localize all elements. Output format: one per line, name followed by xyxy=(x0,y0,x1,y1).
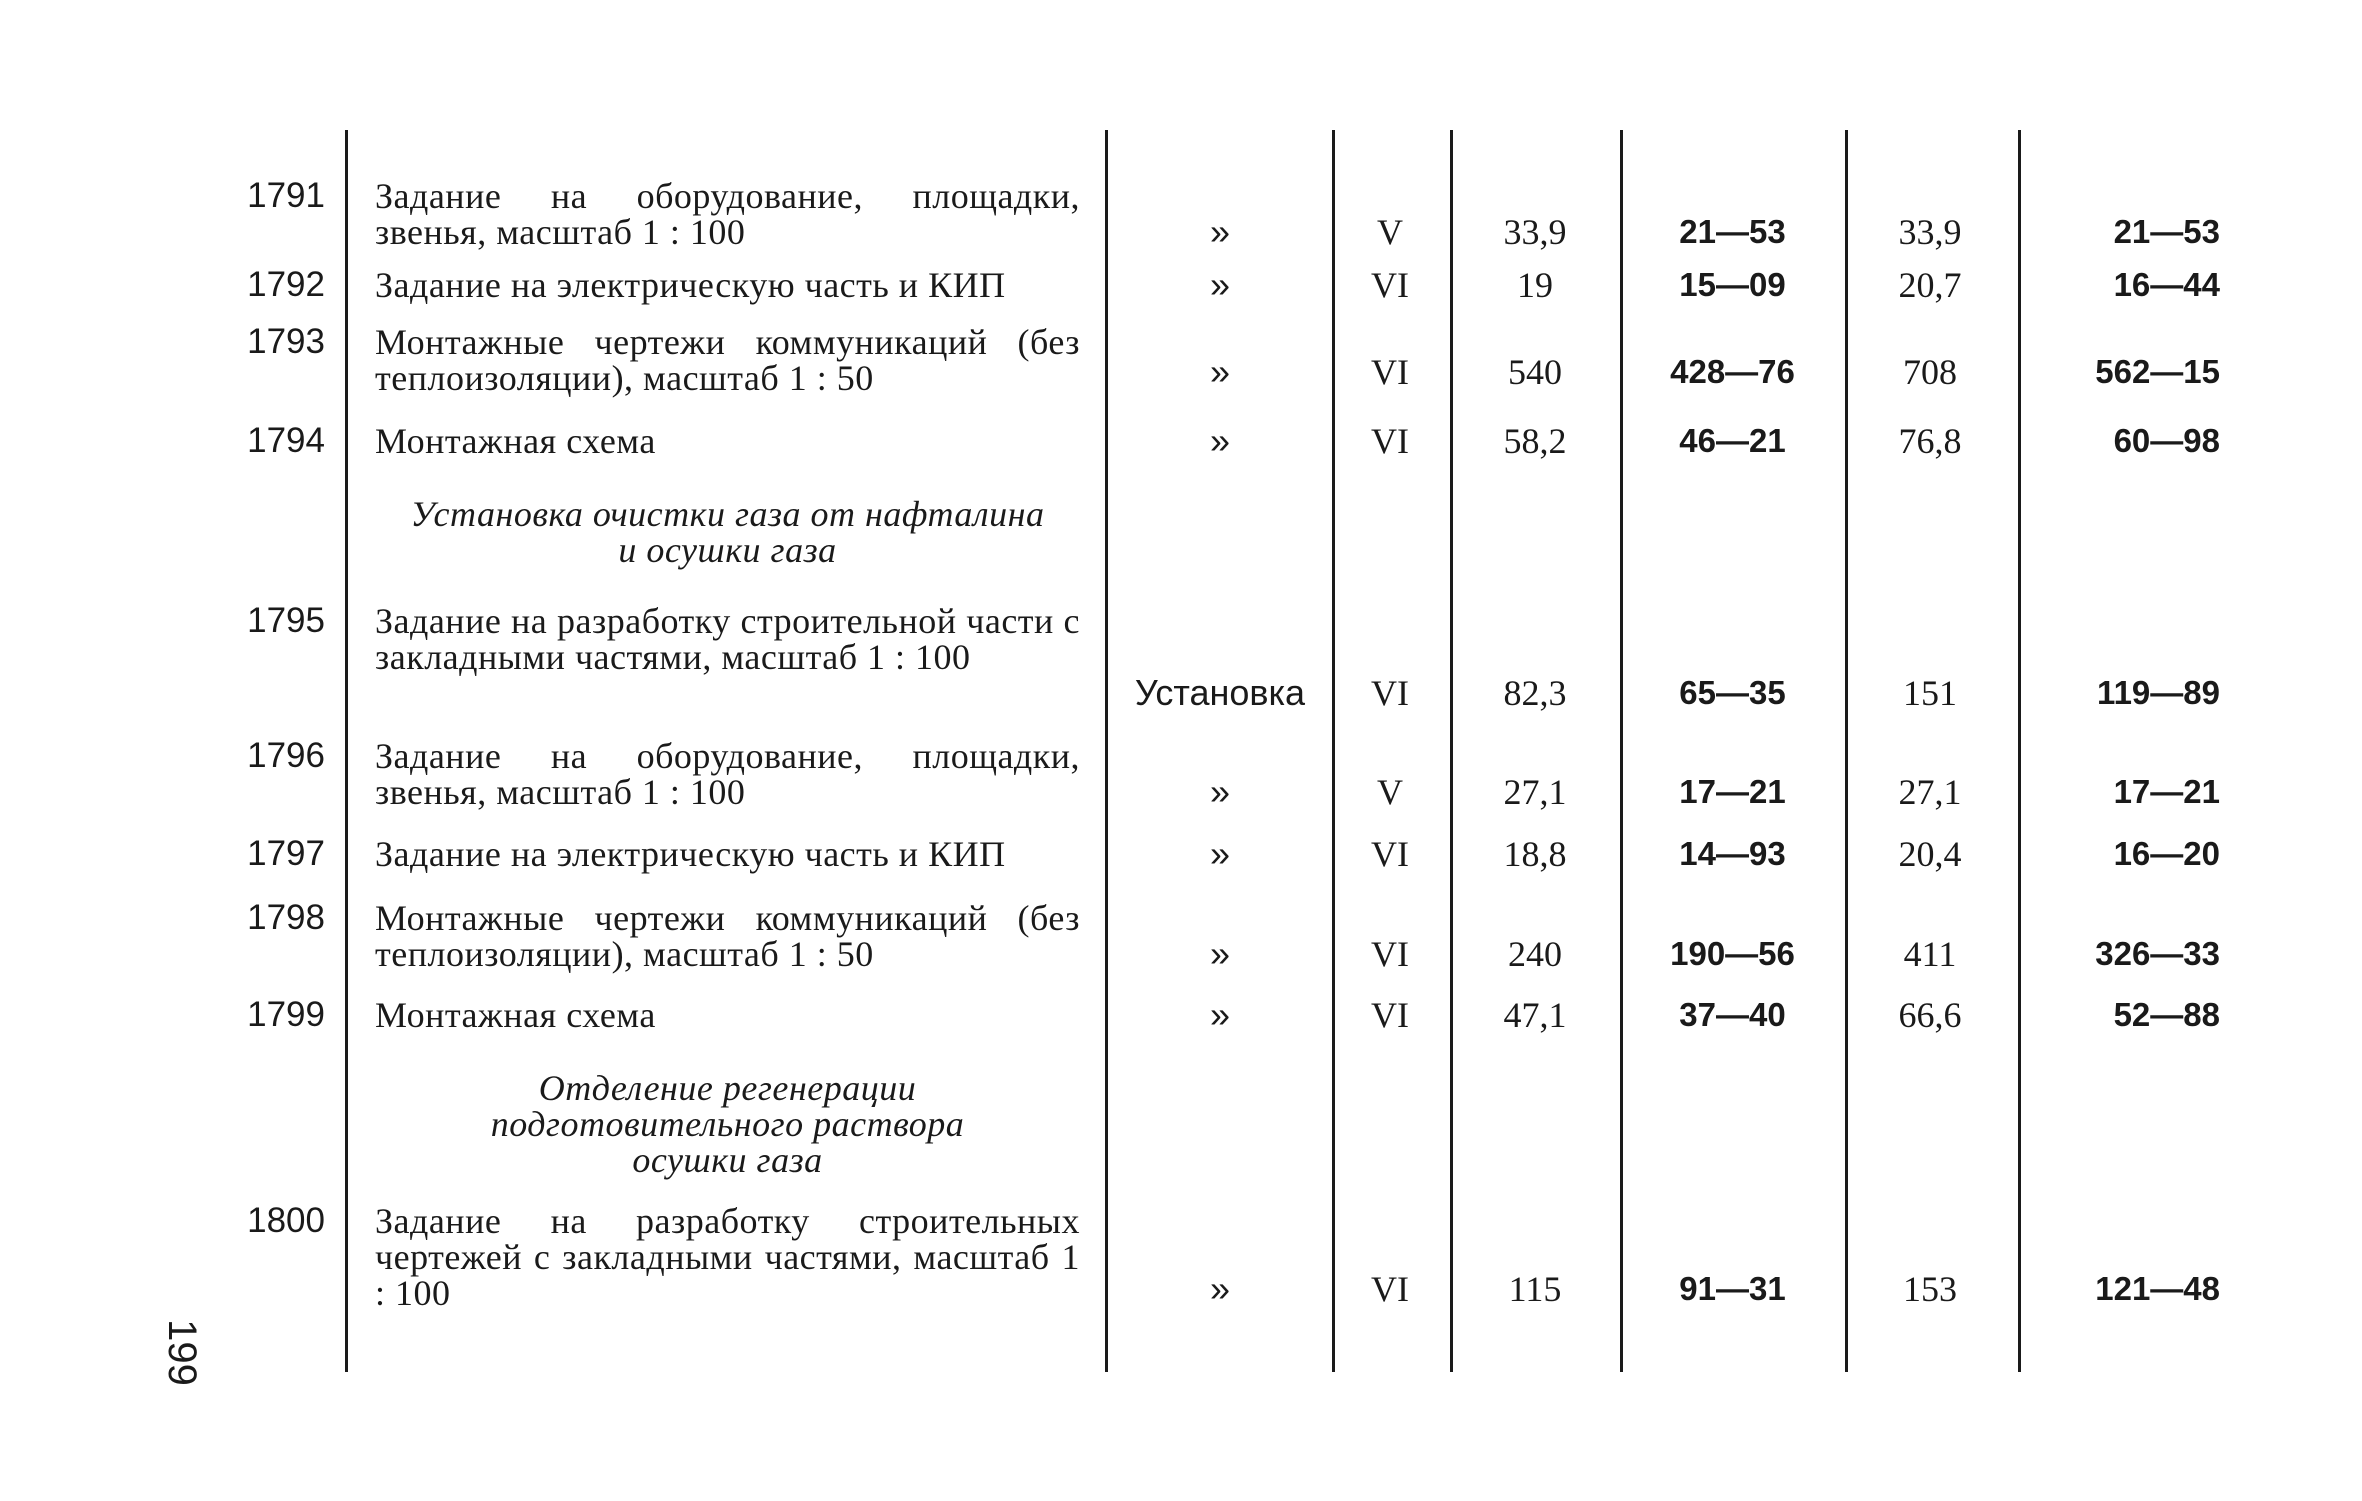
section-heading-line: подготовительного раствора xyxy=(490,1104,965,1144)
column-rule xyxy=(1845,130,1848,1372)
column-rule xyxy=(1450,130,1453,1372)
row-price-1: 14—93 xyxy=(1679,835,1786,872)
row-value-2: 151 xyxy=(1903,673,1957,713)
row-price-2: 326—33 xyxy=(2095,935,2220,972)
row-unit: » xyxy=(1209,420,1231,461)
row-description: Задание на разработку строительной части с закладными частями, масштаб 1 : 100 xyxy=(375,601,1080,677)
row-value-1: 115 xyxy=(1508,1269,1562,1309)
column-rule xyxy=(345,130,348,1372)
row-unit: » xyxy=(1209,211,1231,252)
row-price-1: 15—09 xyxy=(1679,266,1786,303)
row-price-2: 52—88 xyxy=(2113,996,2220,1033)
row-value-2: 708 xyxy=(1903,352,1957,392)
row-category: VI xyxy=(1371,834,1409,874)
row-unit: » xyxy=(1209,833,1231,874)
row-value-2: 411 xyxy=(1903,934,1957,974)
row-price-2: 121—48 xyxy=(2095,1270,2220,1307)
section-heading-line: и осушки газа xyxy=(618,530,837,570)
row-description: Монтажные чертежи коммуникаций (без теплоизоляции), масштаб 1 : 50 xyxy=(375,898,1080,974)
section-heading-line: Отделение регенерации xyxy=(538,1068,917,1108)
row-number: 1798 xyxy=(247,898,325,937)
row-value-1: 82,3 xyxy=(1503,673,1567,713)
page-number: 199 xyxy=(159,1319,204,1386)
section-heading-line: осушки газа xyxy=(632,1140,823,1180)
row-unit: » xyxy=(1209,351,1231,392)
row-value-2: 20,4 xyxy=(1898,834,1962,874)
row-description: Монтажная схема xyxy=(375,995,656,1035)
column-rule xyxy=(2018,130,2021,1372)
row-number: 1799 xyxy=(247,995,325,1034)
row-value-1: 47,1 xyxy=(1503,995,1567,1035)
row-unit: » xyxy=(1209,933,1231,974)
row-category: VI xyxy=(1371,265,1409,305)
row-value-1: 19 xyxy=(1517,265,1553,305)
row-number: 1794 xyxy=(247,421,325,460)
row-value-1: 58,2 xyxy=(1503,421,1567,461)
row-value-2: 66,6 xyxy=(1898,995,1962,1035)
row-description: Задание на разработку строительных чертежей с закладными частями, масштаб 1 : 100 xyxy=(375,1201,1080,1313)
row-price-2: 17—21 xyxy=(2113,773,2220,810)
row-value-1: 240 xyxy=(1508,934,1562,974)
row-price-1: 21—53 xyxy=(1679,213,1786,250)
row-number: 1800 xyxy=(247,1201,325,1240)
row-price-1: 428—76 xyxy=(1670,353,1795,390)
row-description: Задание на электрическую часть и КИП xyxy=(375,834,1006,874)
row-price-2: 21—53 xyxy=(2113,213,2220,250)
row-unit: » xyxy=(1209,994,1231,1035)
row-number: 1793 xyxy=(247,322,325,361)
row-price-2: 16—20 xyxy=(2113,835,2220,872)
row-description: Задание на оборудование, площадки, звенья, масштаб 1 : 100 xyxy=(375,176,1080,252)
section-heading xyxy=(375,496,1080,568)
row-price-1: 37—40 xyxy=(1679,996,1786,1033)
row-price-1: 46—21 xyxy=(1679,422,1786,459)
row-price-1: 91—31 xyxy=(1679,1270,1786,1307)
row-description: Монтажная схема xyxy=(375,421,656,461)
row-unit: Установка xyxy=(1134,672,1306,713)
row-description: Задание на электрическую часть и КИП xyxy=(375,265,1006,305)
row-unit: » xyxy=(1209,1268,1231,1309)
row-unit: » xyxy=(1209,264,1231,305)
row-number: 1795 xyxy=(247,601,325,640)
row-price-1: 17—21 xyxy=(1679,773,1786,810)
row-category: V xyxy=(1377,772,1403,812)
row-category: VI xyxy=(1371,934,1409,974)
row-price-2: 562—15 xyxy=(2095,353,2220,390)
row-value-1: 540 xyxy=(1508,352,1562,392)
row-category: VI xyxy=(1371,352,1409,392)
row-price-2: 16—44 xyxy=(2113,266,2220,303)
row-category: VI xyxy=(1371,1269,1409,1309)
column-rule xyxy=(1620,130,1623,1372)
row-value-2: 33,9 xyxy=(1898,212,1962,252)
row-value-1: 27,1 xyxy=(1503,772,1567,812)
row-description: Задание на оборудование, площадки, звенья, масштаб 1 : 100 xyxy=(375,736,1080,812)
row-unit: » xyxy=(1209,771,1231,812)
row-number: 1797 xyxy=(247,834,325,873)
row-category: V xyxy=(1377,212,1403,252)
column-rule xyxy=(1105,130,1108,1372)
row-price-1: 190—56 xyxy=(1670,935,1795,972)
row-description: Монтажные чертежи коммуникаций (без теплоизоляции), масштаб 1 : 50 xyxy=(375,322,1080,398)
row-category: VI xyxy=(1371,995,1409,1035)
section-heading xyxy=(375,1070,1080,1178)
row-price-2: 60—98 xyxy=(2113,422,2220,459)
row-price-2: 119—89 xyxy=(2097,674,2220,711)
row-value-1: 18,8 xyxy=(1503,834,1567,874)
row-category: VI xyxy=(1371,421,1409,461)
section-heading-line: Установка очистки газа от нафталина xyxy=(410,494,1045,534)
row-value-1: 33,9 xyxy=(1503,212,1567,252)
row-value-2: 76,8 xyxy=(1898,421,1962,461)
row-number: 1796 xyxy=(247,736,325,775)
row-value-2: 27,1 xyxy=(1898,772,1962,812)
row-value-2: 20,7 xyxy=(1898,265,1962,305)
row-number: 1791 xyxy=(247,176,325,215)
row-value-2: 153 xyxy=(1903,1269,1957,1309)
row-number: 1792 xyxy=(247,265,325,304)
row-price-1: 65—35 xyxy=(1679,674,1786,711)
column-rule xyxy=(1332,130,1335,1372)
row-category: VI xyxy=(1371,673,1409,713)
